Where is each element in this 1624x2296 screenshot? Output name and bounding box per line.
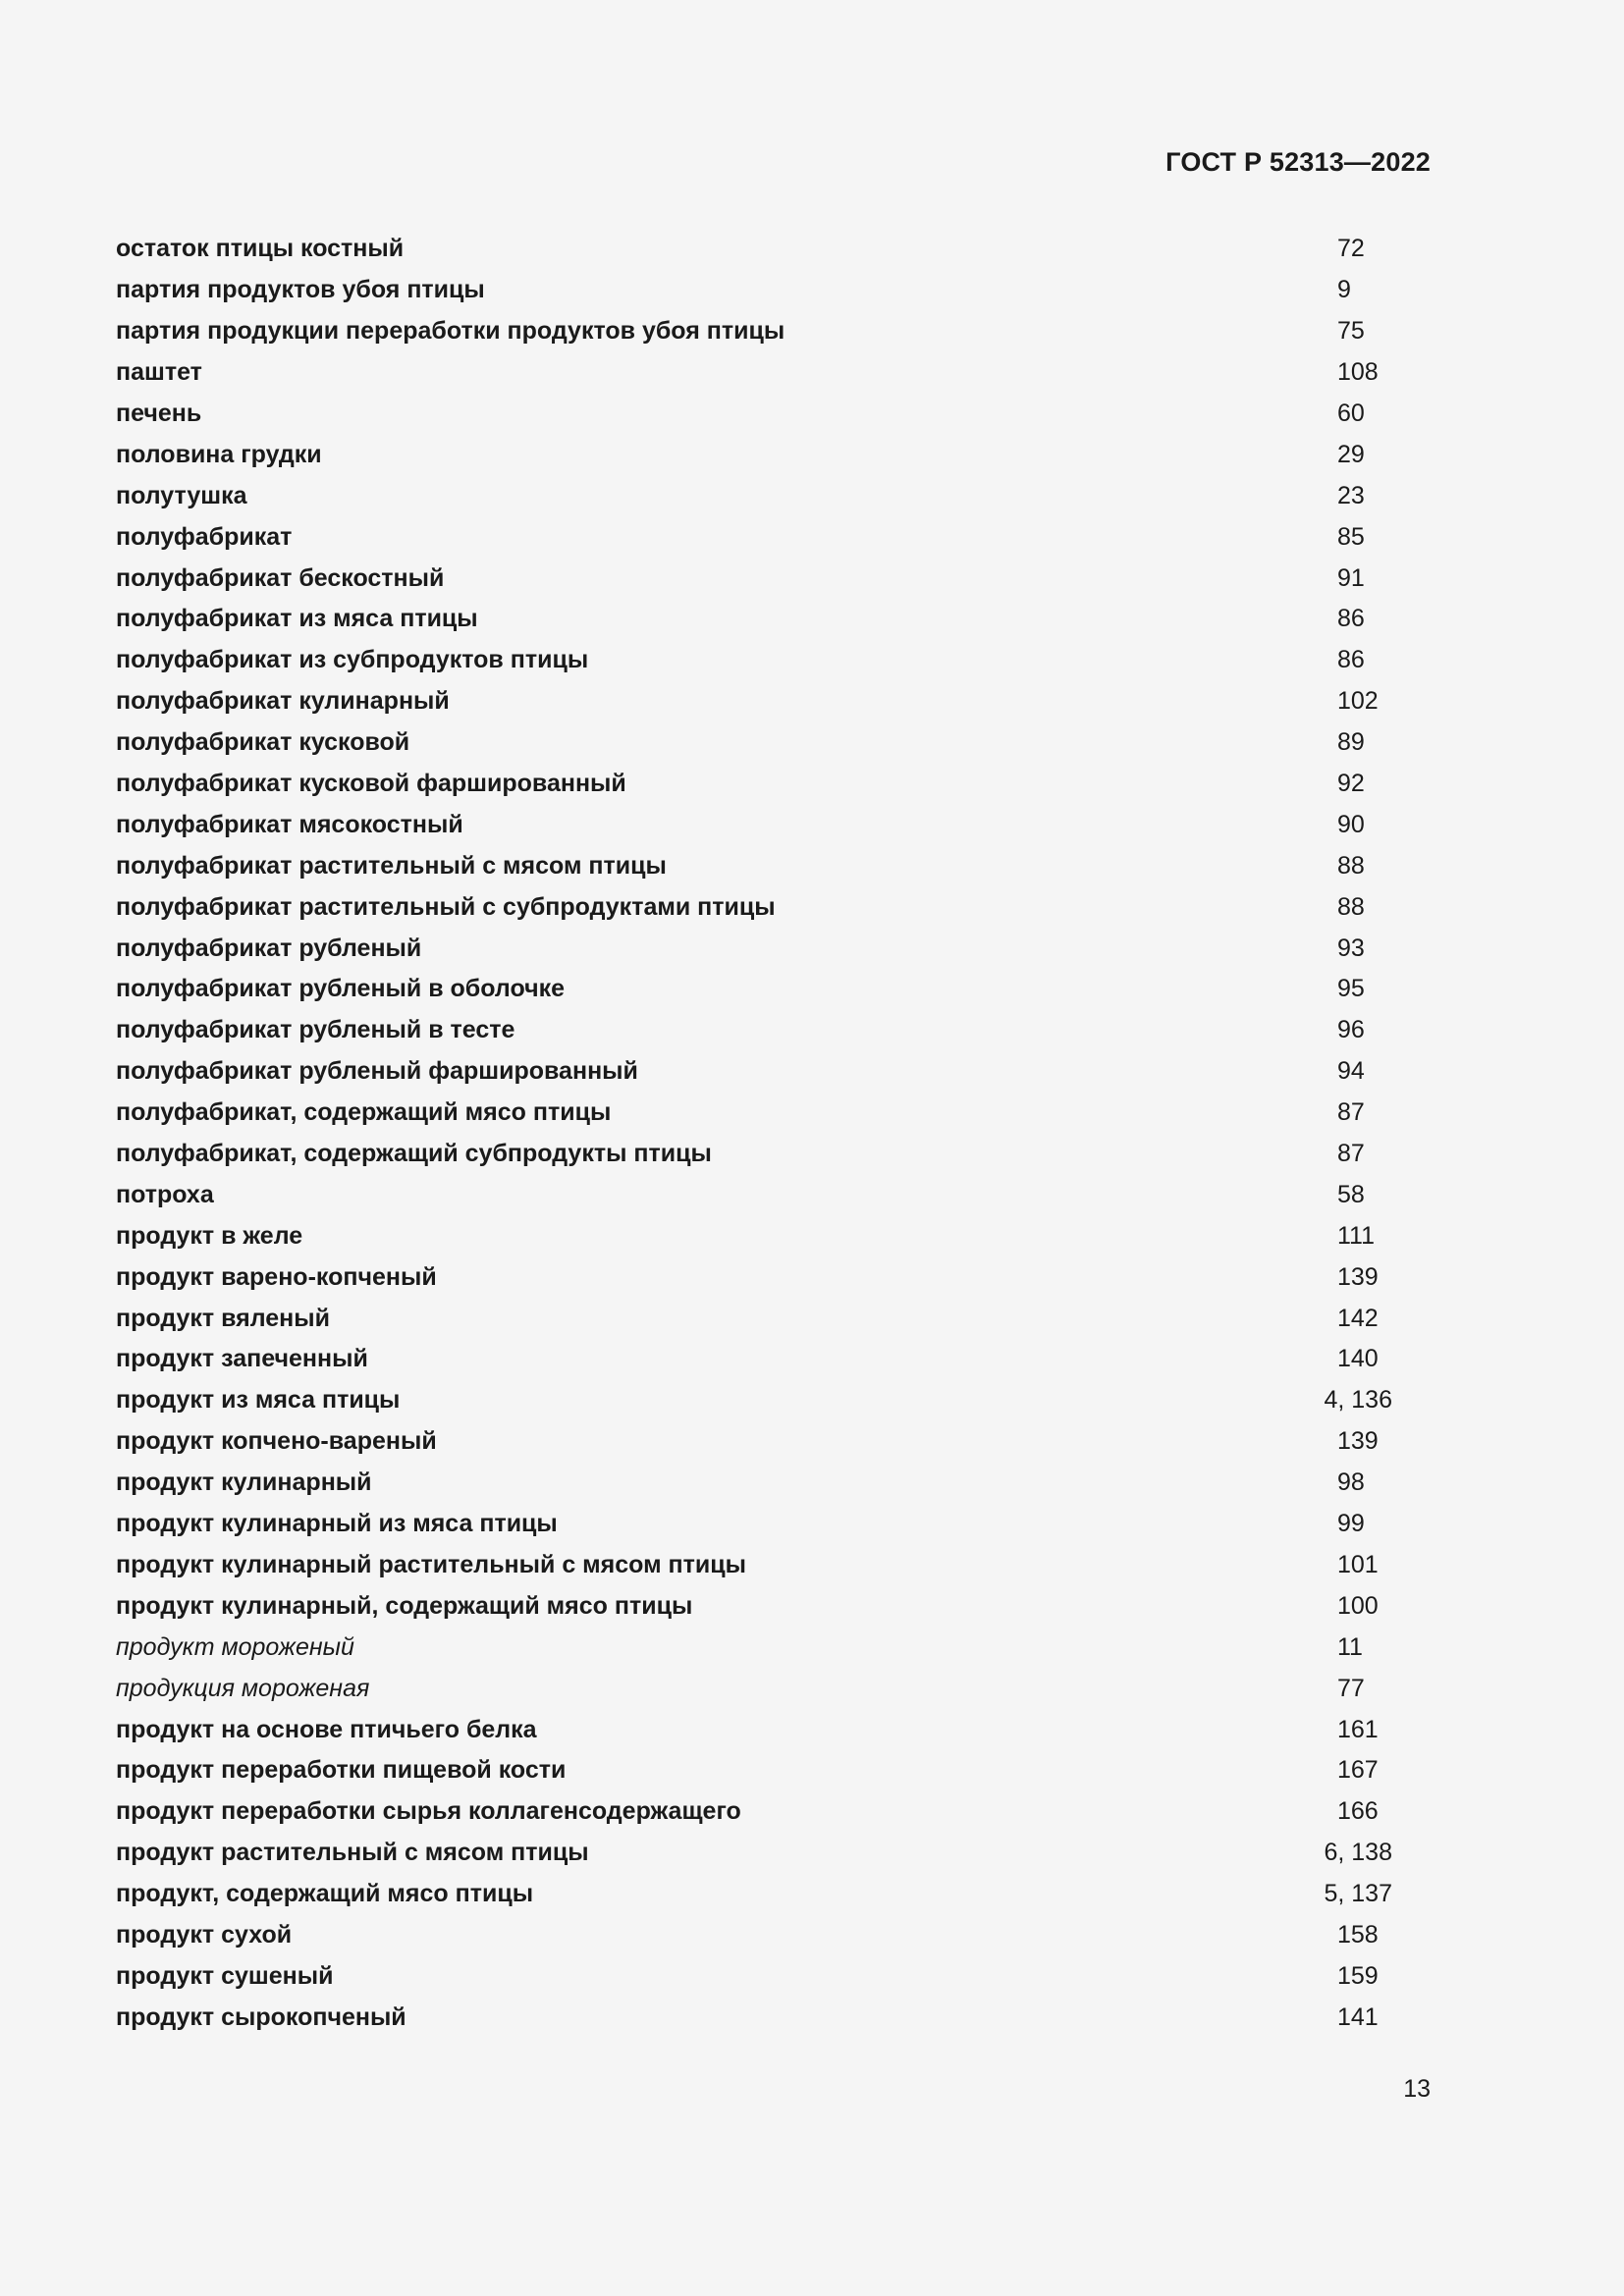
index-entry [116,845,1392,886]
index-entry [116,475,1392,516]
index-entry [116,928,1392,969]
index-term-number: 93 [1337,934,1365,962]
index-term: полуфабрикат рубленый фаршированный [116,1057,638,1086]
index-entry [116,886,1392,928]
index-term: продукт варено-копченый [116,1262,437,1291]
index-entry [116,270,1392,311]
index-entry [116,1051,1392,1093]
document-code-header: ГОСТ Р 52313—2022 [1165,147,1431,177]
index-term: полуфабрикат растительный с субпродуктами птицы [116,892,776,921]
index-term-number: 88 [1337,851,1365,880]
index-term: продукт на основе птичьего белка [116,1715,537,1743]
index-term: остаток птицы костный [116,235,405,263]
index-term-number: 88 [1337,892,1365,921]
index-term-number: 101 [1337,1550,1379,1578]
index-term-number: 11 [1337,1632,1363,1661]
index-term: полуфабрикат рубленый [116,934,422,962]
index-term: продукт переработки сырья коллагенсодержащего [116,1797,741,1826]
index-term: продукт запеченный [116,1345,368,1373]
index-term: полуфабрикат бескостный [116,563,445,592]
index-entry [116,681,1392,722]
index-term: продукт переработки пищевой кости [116,1756,567,1785]
index-term-number: 167 [1337,1756,1379,1785]
index-entry [116,1463,1392,1504]
index-term: продукт сухой [116,1920,293,1949]
index-term: продукт в желе [116,1221,303,1250]
index-term-number: 158 [1337,1920,1379,1949]
index-term-number: 91 [1337,563,1365,592]
index-term: продукт сырокопченый [116,2002,406,2031]
index-term-number: 92 [1337,770,1365,798]
index-term: продукт кулинарный, содержащий мясо птицы [116,1591,693,1620]
index-term-number: 89 [1337,728,1365,757]
index-entry [116,764,1392,805]
index-term: полуфабрикат из мяса птицы [116,605,478,633]
index-entry [116,640,1392,681]
index-term: продукт кулинарный из мяса птицы [116,1510,558,1538]
index-term-number: 23 [1337,481,1365,509]
index-term-number: 100 [1337,1591,1379,1620]
index-term: продукт сушеный [116,1961,334,1990]
index-entry [116,722,1392,764]
index-entry [116,394,1392,435]
index-entry [116,804,1392,845]
index-entry [116,1380,1392,1421]
index-term-number: 139 [1337,1262,1379,1291]
index-term: продукция мороженая [116,1674,370,1702]
index-term-number: 58 [1337,1180,1365,1208]
index-entry [116,1627,1392,1668]
index-term-number: 86 [1337,646,1365,674]
index-term: партия продукции переработки продуктов убоя птицы [116,317,785,346]
index-term: полуфабрикат рубленый в тесте [116,1016,515,1044]
index-entry [116,516,1392,558]
index-entry [116,1256,1392,1298]
index-term: полуфабрикат рубленый в оболочке [116,975,566,1003]
index-entry [116,558,1392,599]
index-term-number: 77 [1337,1674,1365,1702]
index-entry [116,1709,1392,1750]
index-term: партия продуктов убоя птицы [116,276,485,304]
alphabetical-index-list [116,229,1392,2038]
index-term: полуфабрикат из субпродуктов птицы [116,646,589,674]
index-term-number: 9 [1337,276,1351,304]
index-entry [116,1791,1392,1833]
index-term-number: 159 [1337,1961,1379,1990]
index-entry [116,1955,1392,1997]
index-term: полуфабрикат, содержащий мясо птицы [116,1098,612,1127]
index-term: полуфабрикат, содержащий субпродукты птицы [116,1140,712,1168]
index-entry [116,1997,1392,2038]
index-term-number: 102 [1337,687,1379,716]
index-term-number: 99 [1337,1510,1365,1538]
index-term-number: 142 [1337,1304,1379,1332]
index-entry [116,1215,1392,1256]
index-entry [116,1093,1392,1134]
index-entry [116,1668,1392,1709]
index-term-number: 60 [1337,400,1365,427]
index-term-number: 87 [1337,1098,1365,1127]
index-term: продукт вяленый [116,1304,330,1332]
index-term-number: 6, 138 [1324,1839,1392,1867]
index-term-number: 90 [1337,810,1365,838]
index-entry [116,1010,1392,1051]
index-entry [116,1874,1392,1915]
index-term-number: 98 [1337,1468,1365,1497]
index-term: продукт из мяса птицы [116,1386,401,1415]
index-term: половина грудки [116,440,322,468]
index-entry [116,1174,1392,1215]
index-term: полуфабрикат кулинарный [116,687,450,716]
index-term: продукт копчено-вареный [116,1427,437,1456]
page-number: 13 [1403,2075,1431,2103]
index-term: потроха [116,1180,214,1208]
index-term-number: 95 [1337,975,1365,1003]
index-term-number: 86 [1337,605,1365,633]
index-entry [116,599,1392,640]
index-term: продукт кулинарный [116,1468,372,1497]
index-term-number: 141 [1337,2002,1379,2031]
index-term-number: 87 [1337,1140,1365,1168]
index-entry [116,1134,1392,1175]
index-term-number: 96 [1337,1016,1365,1044]
index-term-number: 29 [1337,440,1365,468]
index-entry [116,1421,1392,1463]
index-term: полуфабрикат кусковой фаршированный [116,770,626,798]
index-term-number: 111 [1337,1221,1376,1250]
index-term: полутушка [116,481,247,509]
index-term-number: 4, 136 [1324,1386,1392,1415]
index-entry [116,1298,1392,1339]
index-term-number: 139 [1337,1427,1379,1456]
index-term: продукт растительный с мясом птицы [116,1839,589,1867]
index-entry [116,1545,1392,1586]
index-entry [116,229,1392,270]
index-term-number: 72 [1337,235,1365,263]
index-entry [116,969,1392,1010]
index-term-number: 161 [1337,1715,1379,1743]
index-term: продукт мороженый [116,1632,354,1661]
index-entry [116,1504,1392,1545]
index-entry [116,1750,1392,1791]
index-term-number: 75 [1337,317,1365,346]
index-term-number: 140 [1337,1345,1379,1373]
index-term: полуфабрикат кусковой [116,728,410,757]
index-term-number: 85 [1337,522,1365,551]
index-term: печень [116,400,202,427]
index-term: полуфабрикат мясокостный [116,810,463,838]
index-term: полуфабрикат растительный с мясом птицы [116,851,667,880]
index-term-number: 94 [1337,1057,1365,1086]
index-entry [116,311,1392,352]
index-term: паштет [116,358,202,387]
index-entry [116,352,1392,394]
index-term: полуфабрикат [116,522,293,551]
index-entry [116,1833,1392,1874]
index-entry [116,1915,1392,1956]
index-entry [116,434,1392,475]
index-term-number: 166 [1337,1797,1379,1826]
index-term: продукт, содержащий мясо птицы [116,1880,534,1908]
index-term-number: 5, 137 [1324,1880,1392,1908]
index-term: продукт кулинарный растительный с мясом птицы [116,1550,746,1578]
index-entry [116,1585,1392,1627]
index-term-number: 108 [1337,358,1379,387]
index-entry [116,1339,1392,1380]
